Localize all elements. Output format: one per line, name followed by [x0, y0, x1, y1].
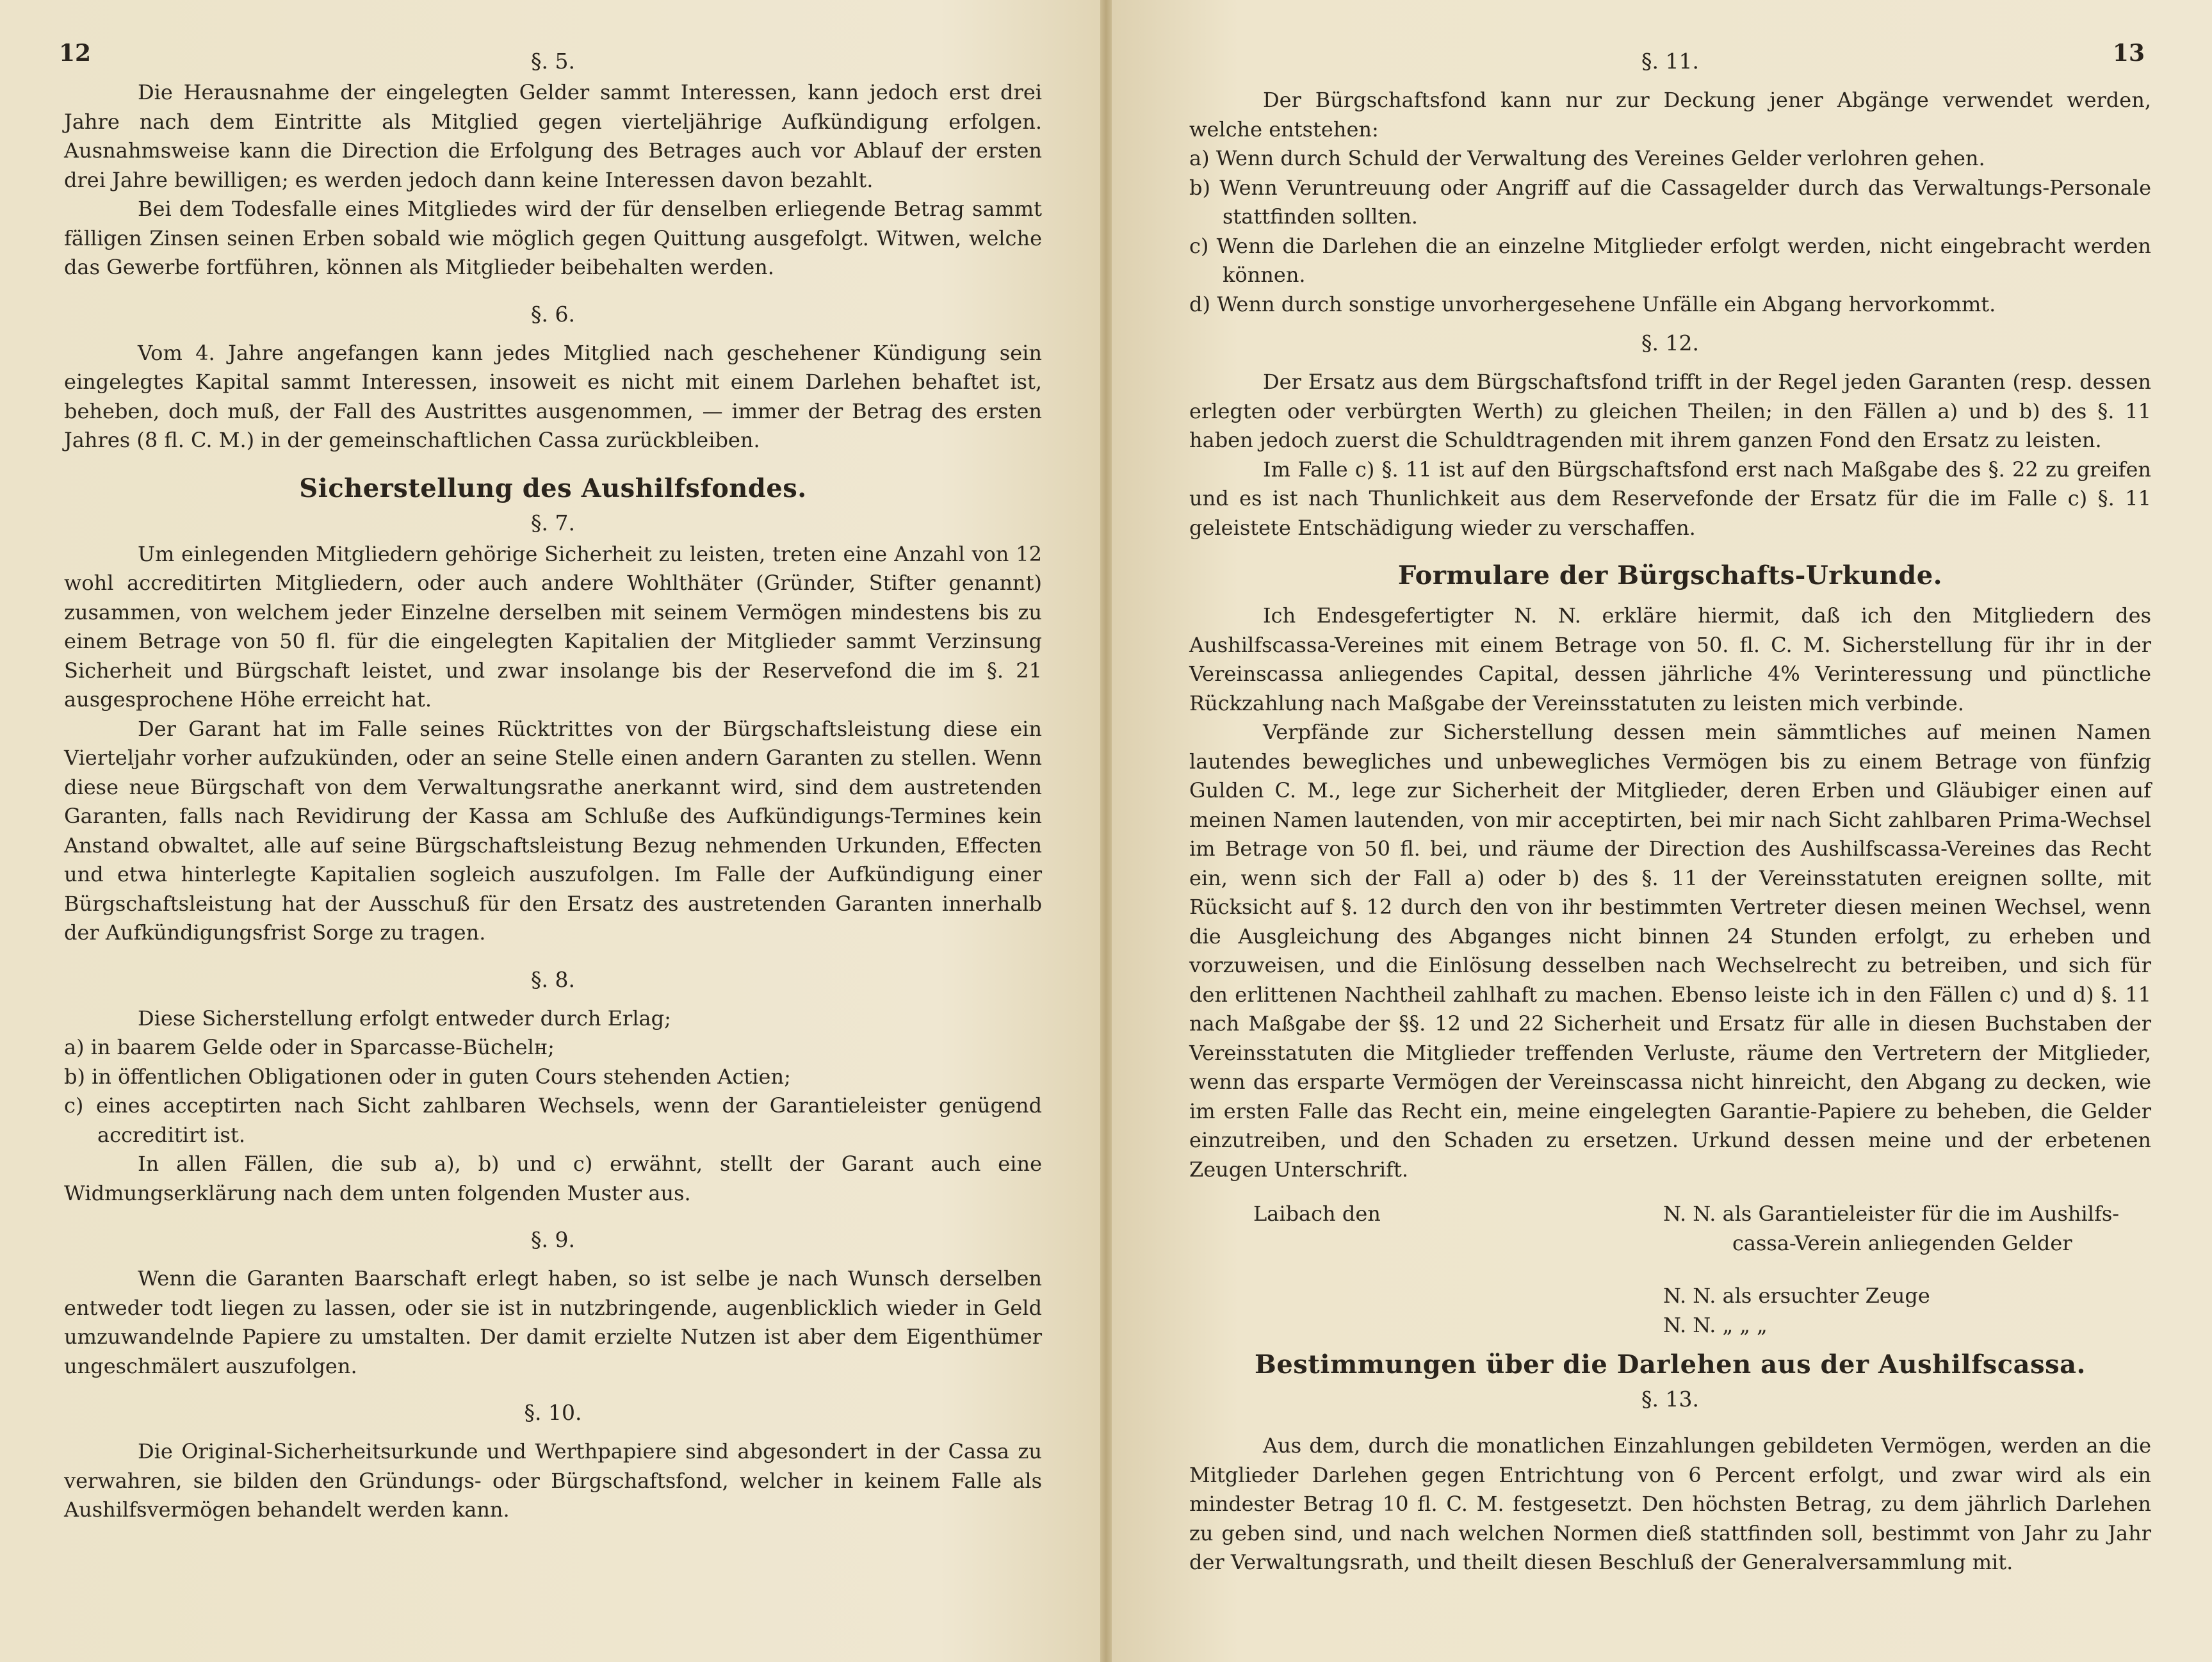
paragraph: Der Garant hat im Falle seines Rücktrittes von der Bürgschaftsleistung diese ein Vierteljahr vorher aufzukünden, oder an seine Stelle einen andern Garanten zu stellen. Wenn diese neue Bürgschaft von dem Verwaltungsrathe anerkannt wird, sind dem austretenden Garanten, falls nach Revidirung der Kassa am Schluße des Aufkündigungs-Termines kein Anstand obwaltet, alle auf seine Bürgschaftsleistung Bezug nehmenden Urkunden, Effecten und etwa hinterlegte Kapitalien sogleich auszufolgen. Im Falle der Aufkündigung einer Bürgschaftsleistung hat der Ausschuß für den Ersatz des austretenden Garanten innerhalb der Aufkündigungsfrist Sorge zu tragen.	[64, 716, 1042, 945]
book-gutter	[1100, 0, 1112, 1662]
page-number: 12	[59, 40, 92, 67]
list-item: c) eines acceptirten nach Sicht zahlbaren Wechsels, wenn der Garantieleister genügend accreditirt ist.	[64, 1093, 1042, 1147]
paragraph: Bei dem Todesfalle eines Mitgliedes wird der für denselben erliegende Betrag sammt fälligen Zinsen seinen Erben sobald wie möglich gegen Quittung ausgefolgt. Witwen, welche das Gewerbe fortführen, können als Mitglieder beibehalten werden.	[64, 197, 1042, 279]
paragraph: Vom 4. Jahre angefangen kann jedes Mitglied nach geschehener Kündigung sein eingelegtes Kapital sammt Interessen, insoweit es nicht mit einem Darlehen behaftet ist, beheben, doch muß, der Fall des Austrittes ausgenommen, — immer der Betrag des ersten Jahres (8 fl. C. M.) in der gemeinschaftlichen Cassa zurückbleiben.	[64, 340, 1042, 452]
paragraph: Die Herausnahme der eingelegten Gelder sammt Interessen, kann jedoch erst drei Jahre nach dem Eintritte als Mitglied gegen vierteljährige Aufkündigung erfolgen. Ausnahmsweise kann die Direction die Erfolgung des Betrages auch vor Ablauf der ersten drei Jahre bewilligen; es werden jedoch dann keine Interessen davon bezahlt.	[64, 80, 1042, 192]
signature-line: N. N. „ „ „	[1663, 1313, 1768, 1337]
signature-line: N. N. als Garantieleister für die im Aushilfs-	[1663, 1202, 2120, 1226]
paragraph: Der Ersatz aus dem Bürgschaftsfond trifft in der Regel jeden Garanten (resp. dessen erlegten oder verbürgten Werth) zu gleichen Theilen; in den Fällen a) und b) des §. 11 haben jedoch zuerst die Schuldtragenden mit ihrem ganzen Fond den Ersatz zu leisten.	[1189, 370, 2151, 452]
section-heading: Bestimmungen über die Darlehen aus der Aushilfscassa.	[1255, 1349, 2086, 1380]
page-number: 13	[2112, 40, 2145, 67]
paragraph: Diese Sicherstellung erfolgt entweder durch Erlag;	[138, 1006, 671, 1031]
section-title: §. 11.	[1641, 49, 1699, 74]
signature-line: cassa-Verein anliegenden Gelder	[1732, 1231, 2072, 1255]
paragraph: Wenn die Garanten Baarschaft erlegt haben, so ist selbe je nach Wunsch derselben entweder todt liegen zu lassen, oder sie ist in nutzbringende, augenblicklich wieder in Geld umzuwandelnde Papiere zu umstalten. Der damit erzielte Nutzen ist aber dem Eigenthümer ungeschmälert auszufolgen.	[64, 1266, 1042, 1378]
list-item: a) Wenn durch Schuld der Verwaltung des Vereines Gelder verlohren gehen.	[1189, 146, 1985, 170]
list-item: b) in öffentlichen Obligationen oder in guten Cours stehenden Actien;	[64, 1064, 791, 1089]
signature-line: N. N. als ersuchter Zeuge	[1663, 1283, 1930, 1308]
paragraph: In allen Fällen, die sub a), b) und c) erwähnt, stellt der Garant auch eine Widmungserklärung nach dem unten folgenden Muster aus.	[64, 1152, 1042, 1205]
paragraph: Ich Endesgefertigter N. N. erkläre hiermit, daß ich den Mitgliedern des Aushilfscassa-Vereines mit einem Betrage von 50. fl. C. M. Sicherstellung für ihr in der Vereinscassa anliegendes Capital, dessen jährliche 4% Verinteressung und pünctliche Rückzahlung nach Maßgabe der Vereinsstatuten zu leisten mich verbinde.	[1189, 603, 2151, 715]
section-title: §. 12.	[1641, 330, 1699, 355]
section-title: §. 10.	[524, 1400, 582, 1425]
signature-block	[1189, 1200, 2151, 1347]
paragraph: Die Original-Sicherheitsurkunde und Werthpapiere sind abgesondert in der Cassa zu verwahren, sie bilden den Gründungs- oder Bürgschaftsfond, welcher in keinem Falle als Aushilfsvermögen behandelt werden kann.	[64, 1439, 1042, 1522]
list-item: a) in baarem Gelde oder in Sparcasse-Büchelн;	[64, 1035, 555, 1059]
section-title: §. 7.	[531, 510, 575, 535]
section-title: §. 5.	[531, 49, 575, 74]
list-item: b) Wenn Veruntreuung oder Angriff auf die Cassagelder durch das Verwaltungs-Personale stattfinden sollten.	[1189, 175, 2151, 229]
paragraph: Um einlegenden Mitgliedern gehörige Sicherheit zu leisten, treten eine Anzahl von 12 wohl accreditirten Mitgliedern, oder auch andere Wohlthäter (Gründer, Stifter genannt) zusammen, von welchem jeder Einzelne derselben mit seinem Vermögen mindestens bis zu einem Betrage von 50 fl. für die eingelegten Kapitalien der Mitglieder sammt Verzinsung Sicherheit und Bürgschaft leistet, und zwar insolange bis der Reservefond die im §. 21 ausgesprochene Höhe erreicht hat.	[64, 541, 1042, 712]
right-page	[1106, 0, 2212, 1662]
section-title: §. 13.	[1641, 1387, 1699, 1412]
signature-place: Laibach den	[1253, 1202, 1381, 1226]
paragraph: Aus dem, durch die monatlichen Einzahlungen gebildeten Vermögen, werden an die Mitglieder Darlehen gegen Entrichtung von 6 Percent erfolgt, und zwar wird als ein mindester Betrag 10 fl. C. M. festgesetzt. Den höchsten Betrag, zu dem jährlich Darlehen zu geben sind, und nach welchen Normen dieß stattfinden soll, bestimmt von Jahr zu Jahr der Verwaltungsrath, und theilt diesen Beschluß der Generalversammlung mit.	[1189, 1433, 2151, 1574]
section-title: §. 8.	[531, 966, 575, 992]
section-title: §. 6.	[531, 301, 575, 327]
list-item: d) Wenn durch sonstige unvorhergesehene Unfälle ein Abgang hervorkommt.	[1189, 291, 1996, 316]
paragraph: Verpfände zur Sicherstellung dessen mein sämmtliches auf meinen Namen lautendes bewegliches und unbewegliches Vermögen bis zu einem Betrage von fünfzig Gulden C. M., lege zur Sicherheit der Mitglieder, deren Erben und Gläubiger einen auf meinen Namen lautenden, von mir acceptirten, bei mir nach Sicht zahlbaren Prima-Wechsel im Betrage von 50 fl. bei, und räume der Direction des Aushilfscassa-Vereines das Recht ein, wenn sich der Fall a) oder b) des §. 11 der Vereinsstatuten ereignen sollte, mit Rücksicht auf §. 12 durch den von ihr bestimmten Vertreter diesen meinen Wechsel, wenn die Ausgleichung des Abganges nicht binnen 24 Stunden erfolgt, zu erheben und vorzuweisen, und die Einlösung desselben nach Wechselrecht zu betreiben, und sich für den erlittenen Nachtheil zahlhaft zu machen. Ebenso leiste ich in den Fällen c) und d) §. 11 nach Maßgabe der §§. 12 und 22 Sicherheit und Ersatz für alle in diesen Buchstaben der Vereinsstatuten die Mitglieder treffenden Verluste, räume den Vertretern der Mitglieder, wenn das ersparte Vermögen der Vereinscassa nicht hinreicht, den Abgang zu decken, wie im ersten Falle das Recht ein, meine eingelegten Garantie-Papiere zu beheben, die Gelder einzutreiben, und den Schaden zu ersetzen. Urkund dessen meine und der erbetenen Zeugen Unterschrift.	[1189, 720, 2151, 1182]
paragraph: Im Falle c) §. 11 ist auf den Bürgschaftsfond erst nach Maßgabe des §. 22 zu greifen und es ist nach Thunlichkeit aus dem Reservefonde der Ersatz für die im Falle c) §. 11 geleistete Entschädigung wieder zu verschaffen.	[1189, 457, 2151, 540]
section-heading: Sicherstellung des Aushilfsfondes.	[299, 473, 807, 503]
section-title: §. 9.	[531, 1227, 575, 1252]
paragraph: Der Bürgschaftsfond kann nur zur Deckung jener Abgänge verwendet werden, welche entstehen:	[1189, 88, 2151, 142]
section-heading: Formulare der Bürgschafts-Urkunde.	[1397, 560, 1943, 591]
list-item: c) Wenn die Darlehen die an einzelne Mitglieder erfolgt werden, nicht eingebracht werden können.	[1189, 233, 2151, 287]
